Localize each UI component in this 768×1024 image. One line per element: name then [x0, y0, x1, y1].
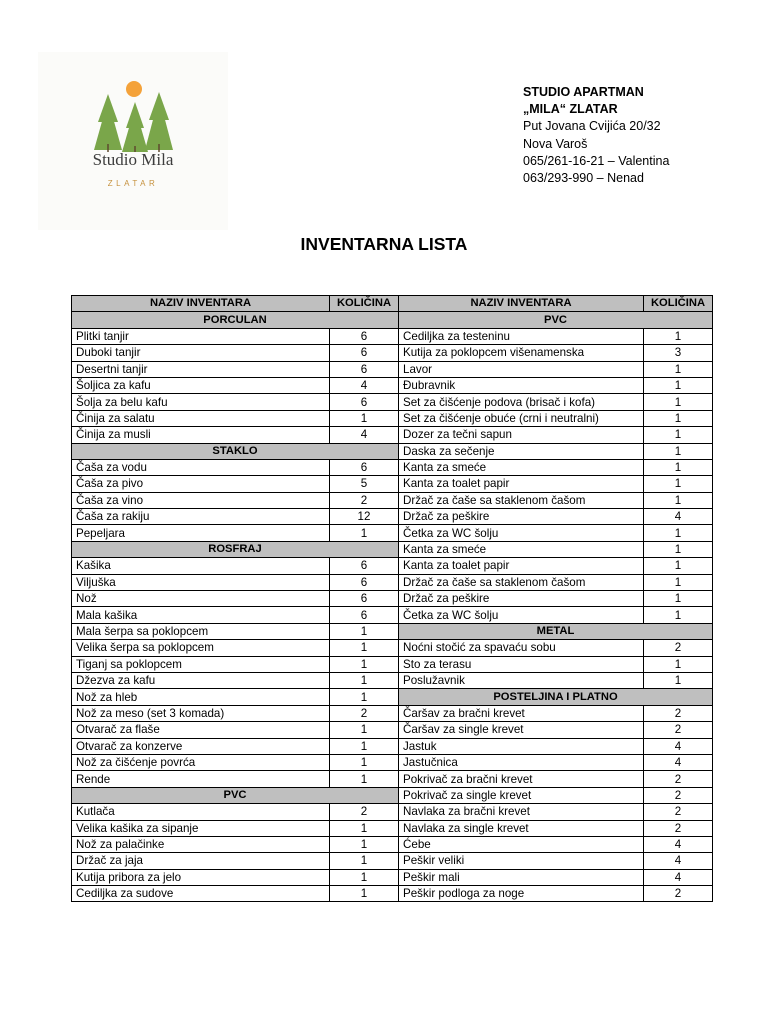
item-quantity: 4 [330, 427, 399, 443]
item-quantity: 1 [330, 886, 399, 902]
table-row [72, 394, 713, 410]
table-row [72, 558, 713, 574]
item-name: Čaršav za bračni krevet [399, 705, 644, 721]
item-quantity: 2 [330, 492, 399, 508]
table-row [72, 656, 713, 672]
item-name: Čaršav za single krevet [399, 722, 644, 738]
trees-sun-icon [38, 52, 228, 152]
table-row [72, 771, 713, 787]
table-row [72, 672, 713, 688]
contact-city: Nova Varoš [523, 136, 588, 151]
contact-line: „MILA“ ZLATAR [523, 102, 618, 117]
contact-phone: 065/261-16-21 – Valentina [523, 153, 670, 168]
item-quantity: 4 [644, 836, 713, 852]
table-row [72, 541, 713, 557]
table-row [72, 476, 713, 492]
item-name: Držač za peškire [399, 591, 644, 607]
table-header-row [72, 296, 713, 312]
item-quantity: 1 [644, 377, 713, 393]
item-quantity: 2 [330, 705, 399, 721]
table-row [72, 836, 713, 852]
table-row [72, 361, 713, 377]
item-name: Jastučnica [399, 754, 644, 770]
item-name: Čaša za vodu [72, 459, 330, 475]
item-name: Kutlača [72, 804, 330, 820]
section-header: POSTELJINA I PLATNO [399, 689, 713, 705]
item-name: Mala kašika [72, 607, 330, 623]
page-title: INVENTARNA LISTA [300, 234, 468, 254]
table-row [72, 623, 713, 639]
item-name: Čaša za pivo [72, 476, 330, 492]
item-name: Daska za sečenje [399, 443, 644, 459]
item-quantity: 1 [330, 869, 399, 885]
table-row [72, 705, 713, 721]
table-row [72, 492, 713, 508]
item-name: Duboki tanjir [72, 345, 330, 361]
item-quantity: 2 [644, 886, 713, 902]
item-name: Poslužavnik [399, 672, 644, 688]
item-quantity: 2 [644, 787, 713, 803]
item-quantity: 1 [644, 574, 713, 590]
table-row [72, 443, 713, 459]
item-quantity: 6 [330, 574, 399, 590]
item-quantity: 1 [330, 525, 399, 541]
table-row [72, 377, 713, 393]
table-row [72, 509, 713, 525]
item-name: Kanta za toalet papir [399, 476, 644, 492]
column-header: KOLIČINA [330, 296, 399, 312]
item-quantity: 4 [330, 377, 399, 393]
item-quantity: 1 [644, 656, 713, 672]
table-row [72, 410, 713, 426]
inventory-table [71, 295, 713, 902]
item-quantity: 1 [644, 558, 713, 574]
item-name: Činija za salatu [72, 410, 330, 426]
item-quantity: 1 [644, 476, 713, 492]
item-name: Plitki tanjir [72, 328, 330, 344]
item-name: Cediljka za sudove [72, 886, 330, 902]
item-name: Šoljica za kafu [72, 377, 330, 393]
table-row [72, 738, 713, 754]
item-quantity: 1 [644, 427, 713, 443]
item-quantity: 2 [644, 820, 713, 836]
table-row [72, 345, 713, 361]
item-quantity: 1 [330, 738, 399, 754]
item-name: Šolja za belu kafu [72, 394, 330, 410]
table-row [72, 312, 713, 328]
table-row [72, 886, 713, 902]
item-quantity: 6 [330, 459, 399, 475]
column-header: NAZIV INVENTARA [72, 296, 330, 312]
item-quantity: 5 [330, 476, 399, 492]
table-row [72, 820, 713, 836]
item-name: Peškir podloga za noge [399, 886, 644, 902]
item-quantity: 6 [330, 591, 399, 607]
item-quantity: 1 [330, 771, 399, 787]
table-row [72, 591, 713, 607]
item-name: Sto za terasu [399, 656, 644, 672]
item-name: Čaša za vino [72, 492, 330, 508]
section-header: METAL [399, 623, 713, 639]
table-row [72, 689, 713, 705]
item-name: Otvarač za flaše [72, 722, 330, 738]
logo-name: Studio Mila [92, 150, 174, 169]
item-name: Kanta za smeće [399, 541, 644, 557]
item-quantity: 1 [330, 410, 399, 426]
item-name: Navlaka za bračni krevet [399, 804, 644, 820]
item-quantity: 4 [644, 509, 713, 525]
item-quantity: 1 [330, 689, 399, 705]
item-name: Nož za meso (set 3 komada) [72, 705, 330, 721]
item-quantity: 4 [644, 869, 713, 885]
item-name: Nož [72, 591, 330, 607]
item-name: Čaša za rakiju [72, 509, 330, 525]
item-quantity: 6 [330, 394, 399, 410]
table-row [72, 525, 713, 541]
item-name: Noćni stočić za spavaću sobu [399, 640, 644, 656]
item-name: Navlaka za single krevet [399, 820, 644, 836]
item-quantity: 3 [644, 345, 713, 361]
table-row [72, 427, 713, 443]
item-quantity: 1 [644, 607, 713, 623]
item-quantity: 1 [330, 672, 399, 688]
table-row [72, 328, 713, 344]
item-quantity: 1 [330, 853, 399, 869]
item-name: Ćebe [399, 836, 644, 852]
item-quantity: 2 [644, 640, 713, 656]
item-name: Peškir mali [399, 869, 644, 885]
item-quantity: 1 [644, 672, 713, 688]
item-quantity: 1 [644, 328, 713, 344]
contact-phone: 063/293-990 – Nenad [523, 171, 644, 186]
item-quantity: 4 [644, 853, 713, 869]
item-name: Rende [72, 771, 330, 787]
item-name: Velika kašika za sipanje [72, 820, 330, 836]
item-name: Desertni tanjir [72, 361, 330, 377]
table-row [72, 459, 713, 475]
table-row [72, 787, 713, 803]
item-quantity: 1 [644, 541, 713, 557]
section-header: PVC [72, 787, 399, 803]
item-quantity: 1 [330, 656, 399, 672]
table-row [72, 804, 713, 820]
item-name: Džezva za kafu [72, 672, 330, 688]
item-quantity: 6 [330, 558, 399, 574]
item-name: Dozer za tečni sapun [399, 427, 644, 443]
item-name: Četka za WC šolju [399, 525, 644, 541]
item-quantity: 1 [644, 410, 713, 426]
item-quantity: 6 [330, 345, 399, 361]
section-header: STAKLO [72, 443, 399, 459]
item-quantity: 1 [330, 836, 399, 852]
item-name: Velika šerpa sa poklopcem [72, 640, 330, 656]
item-quantity: 1 [330, 820, 399, 836]
item-name: Pokrivač za single krevet [399, 787, 644, 803]
item-name: Peškir veliki [399, 853, 644, 869]
item-name: Kanta za smeće [399, 459, 644, 475]
item-name: Pokrivač za bračni krevet [399, 771, 644, 787]
table-row [72, 574, 713, 590]
item-name: Set za čišćenje obuće (crni i neutralni) [399, 410, 644, 426]
item-name: Lavor [399, 361, 644, 377]
item-quantity: 1 [330, 623, 399, 639]
table-row [72, 853, 713, 869]
item-quantity: 2 [644, 705, 713, 721]
item-name: Otvarač za konzerve [72, 738, 330, 754]
item-quantity: 2 [644, 722, 713, 738]
item-quantity: 1 [644, 443, 713, 459]
item-name: Nož za hleb [72, 689, 330, 705]
item-quantity: 6 [330, 361, 399, 377]
item-quantity: 6 [330, 328, 399, 344]
item-quantity: 1 [644, 459, 713, 475]
section-header: PORCULAN [72, 312, 399, 328]
item-quantity: 2 [644, 804, 713, 820]
item-quantity: 1 [644, 525, 713, 541]
item-name: Činija za musli [72, 427, 330, 443]
item-name: Kašika [72, 558, 330, 574]
item-quantity: 6 [330, 607, 399, 623]
item-name: Đubravnik [399, 377, 644, 393]
studio-mila-logo [38, 52, 228, 230]
item-name: Nož za palačinke [72, 836, 330, 852]
item-quantity: 4 [644, 754, 713, 770]
item-name: Nož za čišćenje povrća [72, 754, 330, 770]
item-name: Pepeljara [72, 525, 330, 541]
item-name: Držač za čaše sa staklenom čašom [399, 492, 644, 508]
item-name: Držač za čaše sa staklenom čašom [399, 574, 644, 590]
section-header: ROSFRAJ [72, 541, 399, 557]
table-row [72, 640, 713, 656]
item-name: Četka za WC šolju [399, 607, 644, 623]
item-quantity: 2 [644, 771, 713, 787]
item-quantity: 1 [330, 754, 399, 770]
section-header: PVC [399, 312, 713, 328]
item-quantity: 4 [644, 738, 713, 754]
item-name: Set za čišćenje podova (brisač i kofa) [399, 394, 644, 410]
item-name: Držač za jaja [72, 853, 330, 869]
item-name: Viljuška [72, 574, 330, 590]
item-name: Kanta za toalet papir [399, 558, 644, 574]
logo-subtitle: ZLATAR [107, 179, 159, 188]
item-quantity: 1 [330, 722, 399, 738]
item-name: Mala šerpa sa poklopcem [72, 623, 330, 639]
item-name: Tiganj sa poklopcem [72, 656, 330, 672]
item-name: Kutija za poklopcem višenamenska [399, 345, 644, 361]
item-quantity: 1 [330, 640, 399, 656]
table-row [72, 869, 713, 885]
column-header: KOLIČINA [644, 296, 713, 312]
item-name: Cediljka za testeninu [399, 328, 644, 344]
table-row [72, 754, 713, 770]
item-name: Kutija pribora za jelo [72, 869, 330, 885]
contact-address: Put Jovana Cvijića 20/32 [523, 119, 661, 134]
item-quantity: 1 [644, 394, 713, 410]
item-quantity: 12 [330, 509, 399, 525]
item-name: Jastuk [399, 738, 644, 754]
contact-line: STUDIO APARTMAN [523, 85, 644, 99]
table-row [72, 607, 713, 623]
table-row [72, 722, 713, 738]
item-quantity: 1 [644, 361, 713, 377]
column-header: NAZIV INVENTARA [399, 296, 644, 312]
item-name: Držač za peškire [399, 509, 644, 525]
contact-block [523, 84, 669, 187]
item-quantity: 2 [330, 804, 399, 820]
item-quantity: 1 [644, 591, 713, 607]
item-quantity: 1 [644, 492, 713, 508]
